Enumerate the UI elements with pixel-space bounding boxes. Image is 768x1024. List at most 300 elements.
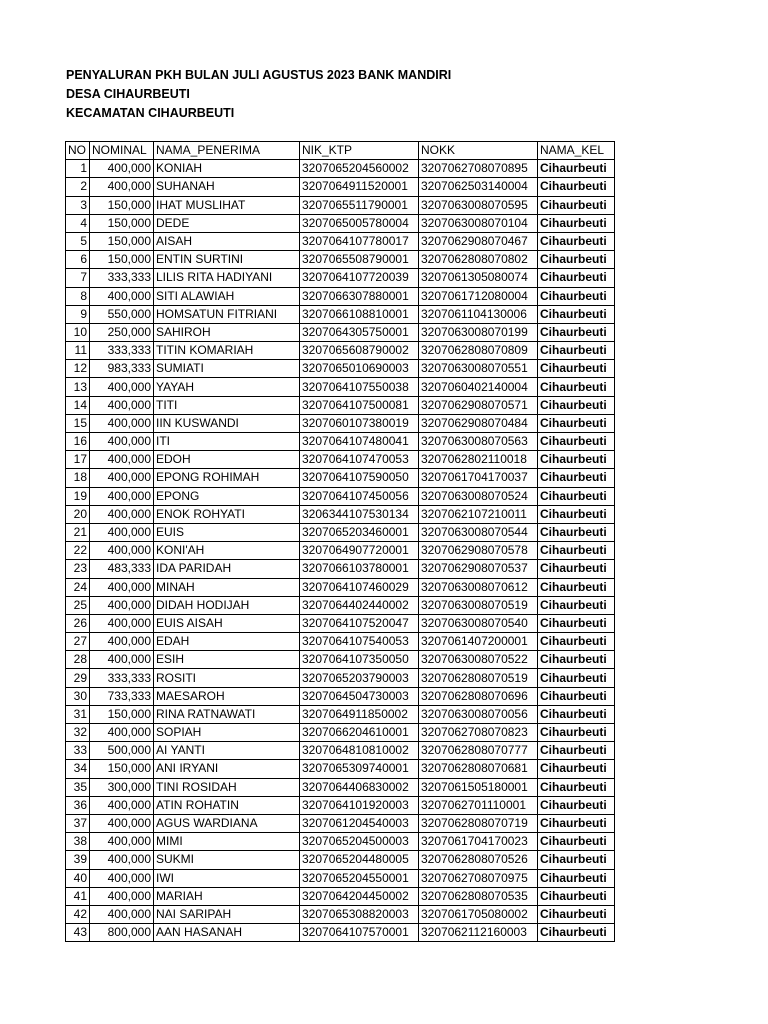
cell-nokk: 3207063008070540	[419, 614, 538, 632]
cell-nominal: 300,000	[90, 778, 154, 796]
cell-no: 22	[66, 542, 90, 560]
cell-nominal: 333,333	[90, 342, 154, 360]
cell-nominal: 400,000	[90, 851, 154, 869]
cell-nokk: 3207062808070719	[419, 814, 538, 832]
table-row	[66, 342, 615, 360]
cell-nokk: 3207062908070467	[419, 232, 538, 250]
cell-nominal: 400,000	[90, 869, 154, 887]
cell-nik-ktp: 3207066108810001	[300, 305, 419, 323]
cell-nokk: 3207063008070551	[419, 360, 538, 378]
cell-nik-ktp: 3207064107520047	[300, 614, 419, 632]
table-row	[66, 796, 615, 814]
cell-nominal: 400,000	[90, 833, 154, 851]
cell-no: 8	[66, 287, 90, 305]
cell-nama-kel: Cihaurbeuti	[538, 869, 615, 887]
cell-nama-kel: Cihaurbeuti	[538, 814, 615, 832]
cell-nik-ktp: 3207064107590050	[300, 469, 419, 487]
cell-nama-kel: Cihaurbeuti	[538, 742, 615, 760]
cell-nama-penerima: EPONG ROHIMAH	[154, 469, 300, 487]
table-row	[66, 814, 615, 832]
column-header-nik-ktp: NIK_KTP	[300, 142, 419, 160]
cell-nik-ktp: 3207064107470053	[300, 451, 419, 469]
cell-nominal: 333,333	[90, 269, 154, 287]
cell-nama-penerima: HOMSATUN FITRIANI	[154, 305, 300, 323]
cell-nama-kel: Cihaurbeuti	[538, 924, 615, 942]
cell-nik-ktp: 3207064305750001	[300, 323, 419, 341]
table-row	[66, 523, 615, 541]
cell-nokk: 3207062503140004	[419, 178, 538, 196]
cell-nik-ktp: 3207064402440002	[300, 596, 419, 614]
cell-nokk: 3207062808070777	[419, 742, 538, 760]
table-row	[66, 214, 615, 232]
cell-nama-penerima: ENTIN SURTINI	[154, 251, 300, 269]
cell-nominal: 400,000	[90, 578, 154, 596]
cell-nama-kel: Cihaurbeuti	[538, 833, 615, 851]
cell-no: 28	[66, 651, 90, 669]
cell-no: 3	[66, 196, 90, 214]
table-row	[66, 705, 615, 723]
cell-no: 41	[66, 887, 90, 905]
cell-no: 4	[66, 214, 90, 232]
cell-no: 24	[66, 578, 90, 596]
district-title: KECAMATAN CIHAURBEUTI	[66, 105, 235, 120]
cell-nik-ktp: 3207065204560002	[300, 160, 419, 178]
cell-nama-penerima: ESIH	[154, 651, 300, 669]
cell-nominal: 400,000	[90, 523, 154, 541]
document-title: PENYALURAN PKH BULAN JULI AGUSTUS 2023 BANK MANDIRI	[66, 68, 452, 82]
cell-nik-ktp: 3207064107480041	[300, 433, 419, 451]
cell-nama-penerima: SITI ALAWIAH	[154, 287, 300, 305]
cell-nama-penerima: DEDE	[154, 214, 300, 232]
cell-nominal: 400,000	[90, 469, 154, 487]
cell-nama-kel: Cihaurbeuti	[538, 633, 615, 651]
cell-nama-kel: Cihaurbeuti	[538, 760, 615, 778]
cell-nokk: 3207062808070526	[419, 851, 538, 869]
table-row	[66, 851, 615, 869]
table-row	[66, 505, 615, 523]
cell-nama-penerima: TINI ROSIDAH	[154, 778, 300, 796]
cell-nik-ktp: 3207064907720001	[300, 542, 419, 560]
cell-nama-penerima: ITI	[154, 433, 300, 451]
cell-nokk: 3207062107210011	[419, 505, 538, 523]
cell-no: 13	[66, 378, 90, 396]
cell-nama-kel: Cihaurbeuti	[538, 305, 615, 323]
cell-nama-kel: Cihaurbeuti	[538, 323, 615, 341]
table-row	[66, 396, 615, 414]
table-row	[66, 614, 615, 632]
table-row	[66, 323, 615, 341]
cell-nominal: 150,000	[90, 251, 154, 269]
cell-nik-ktp: 3207064107500081	[300, 396, 419, 414]
cell-nama-kel: Cihaurbeuti	[538, 724, 615, 742]
cell-nominal: 400,000	[90, 887, 154, 905]
cell-no: 17	[66, 451, 90, 469]
cell-nokk: 3207062701110001	[419, 796, 538, 814]
table-row	[66, 924, 615, 942]
cell-nokk: 3207061704170037	[419, 469, 538, 487]
cell-nik-ktp: 3207064504730003	[300, 687, 419, 705]
cell-nama-penerima: ENOK ROHYATI	[154, 505, 300, 523]
cell-nokk: 3207063008070544	[419, 523, 538, 541]
cell-nik-ktp: 3207066103780001	[300, 560, 419, 578]
cell-nominal: 400,000	[90, 451, 154, 469]
cell-nokk: 3207062808070681	[419, 760, 538, 778]
table-row	[66, 578, 615, 596]
cell-nominal: 400,000	[90, 487, 154, 505]
cell-nama-kel: Cihaurbeuti	[538, 433, 615, 451]
cell-no: 14	[66, 396, 90, 414]
cell-nama-kel: Cihaurbeuti	[538, 905, 615, 923]
cell-nama-penerima: AISAH	[154, 232, 300, 250]
cell-nama-kel: Cihaurbeuti	[538, 778, 615, 796]
table-row	[66, 360, 615, 378]
cell-nama-kel: Cihaurbeuti	[538, 469, 615, 487]
cell-nominal: 400,000	[90, 796, 154, 814]
cell-nama-penerima: ATIN ROHATIN	[154, 796, 300, 814]
cell-nik-ktp: 3207064406830002	[300, 778, 419, 796]
cell-nama-kel: Cihaurbeuti	[538, 796, 615, 814]
cell-nik-ktp: 3207064101920003	[300, 796, 419, 814]
cell-no: 31	[66, 705, 90, 723]
cell-no: 19	[66, 487, 90, 505]
cell-no: 27	[66, 633, 90, 651]
cell-nominal: 400,000	[90, 905, 154, 923]
table-row	[66, 232, 615, 250]
cell-nama-penerima: ANI IRYANI	[154, 760, 300, 778]
cell-nokk: 3207062708070895	[419, 160, 538, 178]
cell-no: 36	[66, 796, 90, 814]
cell-no: 2	[66, 178, 90, 196]
cell-nik-ktp: 3207064107780017	[300, 232, 419, 250]
column-header-nama-penerima: NAMA_PENERIMA	[154, 142, 300, 160]
table-row	[66, 196, 615, 214]
cell-nokk: 3207061704170023	[419, 833, 538, 851]
cell-nokk: 3207063008070563	[419, 433, 538, 451]
column-header-nokk: NOKK	[419, 142, 538, 160]
cell-nama-penerima: EPONG	[154, 487, 300, 505]
cell-nama-penerima: KONIAH	[154, 160, 300, 178]
cell-nik-ktp: 3207064107540053	[300, 633, 419, 651]
table-row	[66, 414, 615, 432]
cell-nama-kel: Cihaurbeuti	[538, 887, 615, 905]
cell-nama-kel: Cihaurbeuti	[538, 542, 615, 560]
cell-no: 15	[66, 414, 90, 432]
cell-nama-kel: Cihaurbeuti	[538, 178, 615, 196]
cell-nama-penerima: EUIS	[154, 523, 300, 541]
cell-nik-ktp: 3207064911850002	[300, 705, 419, 723]
cell-no: 34	[66, 760, 90, 778]
cell-nama-penerima: YAYAH	[154, 378, 300, 396]
table-body	[66, 160, 615, 942]
cell-nama-kel: Cihaurbeuti	[538, 560, 615, 578]
cell-nama-penerima: SUKMI	[154, 851, 300, 869]
cell-no: 25	[66, 596, 90, 614]
cell-nokk: 3207063008070199	[419, 323, 538, 341]
cell-no: 9	[66, 305, 90, 323]
cell-no: 43	[66, 924, 90, 942]
cell-nik-ktp: 3207065203790003	[300, 669, 419, 687]
cell-nama-penerima: IDA PARIDAH	[154, 560, 300, 578]
cell-nik-ktp: 3207064107450056	[300, 487, 419, 505]
table-header-row	[66, 142, 615, 160]
table-row	[66, 433, 615, 451]
cell-nama-penerima: AGUS WARDIANA	[154, 814, 300, 832]
cell-nominal: 400,000	[90, 633, 154, 651]
cell-nokk: 3207063008070612	[419, 578, 538, 596]
cell-nokk: 3207062808070696	[419, 687, 538, 705]
cell-no: 39	[66, 851, 90, 869]
cell-nokk: 3207061505180001	[419, 778, 538, 796]
cell-nama-penerima: ROSITI	[154, 669, 300, 687]
table-row	[66, 833, 615, 851]
cell-nominal: 400,000	[90, 614, 154, 632]
table-row	[66, 742, 615, 760]
cell-nominal: 500,000	[90, 742, 154, 760]
cell-nik-ktp: 3207064107550038	[300, 378, 419, 396]
table-row	[66, 724, 615, 742]
cell-nik-ktp: 3207066204610001	[300, 724, 419, 742]
cell-nominal: 733,333	[90, 687, 154, 705]
cell-nokk: 3207062908070537	[419, 560, 538, 578]
cell-nama-kel: Cihaurbeuti	[538, 378, 615, 396]
table-row	[66, 887, 615, 905]
cell-nama-kel: Cihaurbeuti	[538, 269, 615, 287]
cell-nik-ktp: 3207064107460029	[300, 578, 419, 596]
cell-nama-penerima: TITIN KOMARIAH	[154, 342, 300, 360]
cell-nama-kel: Cihaurbeuti	[538, 414, 615, 432]
cell-nama-penerima: AI YANTI	[154, 742, 300, 760]
cell-nama-penerima: EUIS AISAH	[154, 614, 300, 632]
cell-nama-kel: Cihaurbeuti	[538, 196, 615, 214]
table-row	[66, 487, 615, 505]
table-row	[66, 160, 615, 178]
cell-nama-penerima: TITI	[154, 396, 300, 414]
cell-nik-ktp: 3207065204550001	[300, 869, 419, 887]
cell-nik-ktp: 3207065005780004	[300, 214, 419, 232]
cell-nominal: 150,000	[90, 232, 154, 250]
cell-nominal: 550,000	[90, 305, 154, 323]
cell-nominal: 400,000	[90, 433, 154, 451]
cell-nokk: 3207063008070524	[419, 487, 538, 505]
cell-no: 33	[66, 742, 90, 760]
cell-nama-kel: Cihaurbeuti	[538, 596, 615, 614]
cell-nik-ktp: 3207064911520001	[300, 178, 419, 196]
cell-no: 1	[66, 160, 90, 178]
cell-no: 23	[66, 560, 90, 578]
cell-nominal: 400,000	[90, 724, 154, 742]
cell-nama-kel: Cihaurbeuti	[538, 705, 615, 723]
cell-nik-ktp: 3207065309740001	[300, 760, 419, 778]
cell-no: 42	[66, 905, 90, 923]
table-row	[66, 651, 615, 669]
cell-nama-penerima: SUMIATI	[154, 360, 300, 378]
cell-nokk: 3207062112160003	[419, 924, 538, 942]
table-row	[66, 269, 615, 287]
cell-no: 16	[66, 433, 90, 451]
cell-nik-ktp: 3207065508790001	[300, 251, 419, 269]
cell-nokk: 3207062808070809	[419, 342, 538, 360]
cell-nominal: 400,000	[90, 814, 154, 832]
table-row	[66, 378, 615, 396]
cell-nama-kel: Cihaurbeuti	[538, 160, 615, 178]
cell-no: 29	[66, 669, 90, 687]
cell-nik-ktp: 3207064107350050	[300, 651, 419, 669]
cell-nokk: 3207062808070802	[419, 251, 538, 269]
cell-no: 26	[66, 614, 90, 632]
cell-nominal: 400,000	[90, 396, 154, 414]
cell-nik-ktp: 3207061204540003	[300, 814, 419, 832]
cell-nokk: 3207062808070519	[419, 669, 538, 687]
cell-nama-kel: Cihaurbeuti	[538, 232, 615, 250]
cell-nokk: 3207062908070484	[419, 414, 538, 432]
cell-nama-penerima: IWI	[154, 869, 300, 887]
cell-nama-penerima: AAN HASANAH	[154, 924, 300, 942]
cell-nama-penerima: SUHANAH	[154, 178, 300, 196]
cell-nama-penerima: IIN KUSWANDI	[154, 414, 300, 432]
table-row	[66, 251, 615, 269]
table-row	[66, 542, 615, 560]
column-header-no: NO	[66, 142, 90, 160]
cell-nokk: 3207062802110018	[419, 451, 538, 469]
cell-nik-ktp: 3207065608790002	[300, 342, 419, 360]
cell-nik-ktp: 3207060107380019	[300, 414, 419, 432]
cell-nama-penerima: DIDAH HODIJAH	[154, 596, 300, 614]
cell-nama-penerima: EDAH	[154, 633, 300, 651]
cell-nokk: 3207062908070571	[419, 396, 538, 414]
cell-nama-penerima: SAHIROH	[154, 323, 300, 341]
cell-nokk: 3207063008070104	[419, 214, 538, 232]
cell-nokk: 3207063008070595	[419, 196, 538, 214]
cell-no: 30	[66, 687, 90, 705]
cell-nama-penerima: KONI'AH	[154, 542, 300, 560]
cell-no: 12	[66, 360, 90, 378]
cell-nik-ktp: 3207065204480005	[300, 851, 419, 869]
cell-no: 20	[66, 505, 90, 523]
cell-nokk: 3207061407200001	[419, 633, 538, 651]
cell-nama-kel: Cihaurbeuti	[538, 251, 615, 269]
cell-nominal: 400,000	[90, 287, 154, 305]
cell-nominal: 400,000	[90, 651, 154, 669]
cell-nama-kel: Cihaurbeuti	[538, 614, 615, 632]
cell-nominal: 400,000	[90, 178, 154, 196]
cell-nama-kel: Cihaurbeuti	[538, 396, 615, 414]
village-title: DESA CIHAURBEUTI	[66, 86, 190, 101]
cell-nik-ktp: 3206344107530134	[300, 505, 419, 523]
cell-no: 40	[66, 869, 90, 887]
cell-nokk: 3207062908070578	[419, 542, 538, 560]
table-row	[66, 178, 615, 196]
cell-nominal: 400,000	[90, 160, 154, 178]
cell-nokk: 3207061705080002	[419, 905, 538, 923]
cell-no: 11	[66, 342, 90, 360]
table-row	[66, 633, 615, 651]
cell-nominal: 983,333	[90, 360, 154, 378]
cell-nama-penerima: LILIS RITA HADIYANI	[154, 269, 300, 287]
table-row	[66, 687, 615, 705]
column-header-nominal: NOMINAL	[90, 142, 154, 160]
cell-nokk: 3207062708070823	[419, 724, 538, 742]
cell-no: 35	[66, 778, 90, 796]
cell-nik-ktp: 3207064107570001	[300, 924, 419, 942]
column-header-nama-kel: NAMA_KEL	[538, 142, 615, 160]
cell-nama-kel: Cihaurbeuti	[538, 451, 615, 469]
cell-nama-penerima: SOPIAH	[154, 724, 300, 742]
table-row	[66, 905, 615, 923]
recipient-table	[65, 141, 615, 942]
cell-nama-kel: Cihaurbeuti	[538, 669, 615, 687]
cell-nokk: 3207061712080004	[419, 287, 538, 305]
cell-nominal: 483,333	[90, 560, 154, 578]
cell-nominal: 400,000	[90, 542, 154, 560]
cell-nama-penerima: MINAH	[154, 578, 300, 596]
cell-no: 7	[66, 269, 90, 287]
cell-nokk: 3207063008070522	[419, 651, 538, 669]
cell-nama-kel: Cihaurbeuti	[538, 651, 615, 669]
cell-nokk: 3207062808070535	[419, 887, 538, 905]
cell-nokk: 3207061305080074	[419, 269, 538, 287]
cell-nominal: 400,000	[90, 414, 154, 432]
table-row	[66, 669, 615, 687]
cell-nama-penerima: EDOH	[154, 451, 300, 469]
cell-nama-kel: Cihaurbeuti	[538, 360, 615, 378]
cell-nama-kel: Cihaurbeuti	[538, 487, 615, 505]
cell-nama-kel: Cihaurbeuti	[538, 851, 615, 869]
cell-nominal: 400,000	[90, 505, 154, 523]
cell-nama-kel: Cihaurbeuti	[538, 505, 615, 523]
cell-nik-ktp: 3207065511790001	[300, 196, 419, 214]
cell-nominal: 400,000	[90, 596, 154, 614]
cell-nominal: 800,000	[90, 924, 154, 942]
cell-nokk: 3207063008070519	[419, 596, 538, 614]
cell-nominal: 333,333	[90, 669, 154, 687]
cell-nik-ktp: 3207065010690003	[300, 360, 419, 378]
cell-no: 10	[66, 323, 90, 341]
cell-nik-ktp: 3207066307880001	[300, 287, 419, 305]
cell-nominal: 150,000	[90, 196, 154, 214]
cell-nama-kel: Cihaurbeuti	[538, 342, 615, 360]
cell-nama-penerima: MARIAH	[154, 887, 300, 905]
cell-no: 32	[66, 724, 90, 742]
cell-no: 37	[66, 814, 90, 832]
cell-no: 21	[66, 523, 90, 541]
cell-nominal: 400,000	[90, 378, 154, 396]
cell-nokk: 3207063008070056	[419, 705, 538, 723]
document-header	[66, 66, 451, 122]
cell-nama-penerima: MIMI	[154, 833, 300, 851]
cell-nik-ktp: 3207064107720039	[300, 269, 419, 287]
cell-nominal: 150,000	[90, 214, 154, 232]
cell-nominal: 150,000	[90, 760, 154, 778]
cell-nama-kel: Cihaurbeuti	[538, 687, 615, 705]
cell-nama-penerima: RINA RATNAWATI	[154, 705, 300, 723]
cell-nama-kel: Cihaurbeuti	[538, 214, 615, 232]
cell-nik-ktp: 3207065204500003	[300, 833, 419, 851]
cell-nominal: 250,000	[90, 323, 154, 341]
cell-nama-kel: Cihaurbeuti	[538, 523, 615, 541]
table-row	[66, 760, 615, 778]
cell-no: 6	[66, 251, 90, 269]
cell-no: 18	[66, 469, 90, 487]
table-row	[66, 451, 615, 469]
cell-nik-ktp: 3207065203460001	[300, 523, 419, 541]
cell-nama-kel: Cihaurbeuti	[538, 287, 615, 305]
cell-nokk: 3207060402140004	[419, 378, 538, 396]
cell-nominal: 150,000	[90, 705, 154, 723]
cell-nama-penerima: NAI SARIPAH	[154, 905, 300, 923]
table-row	[66, 869, 615, 887]
cell-nama-penerima: MAESAROH	[154, 687, 300, 705]
cell-nik-ktp: 3207064810810002	[300, 742, 419, 760]
